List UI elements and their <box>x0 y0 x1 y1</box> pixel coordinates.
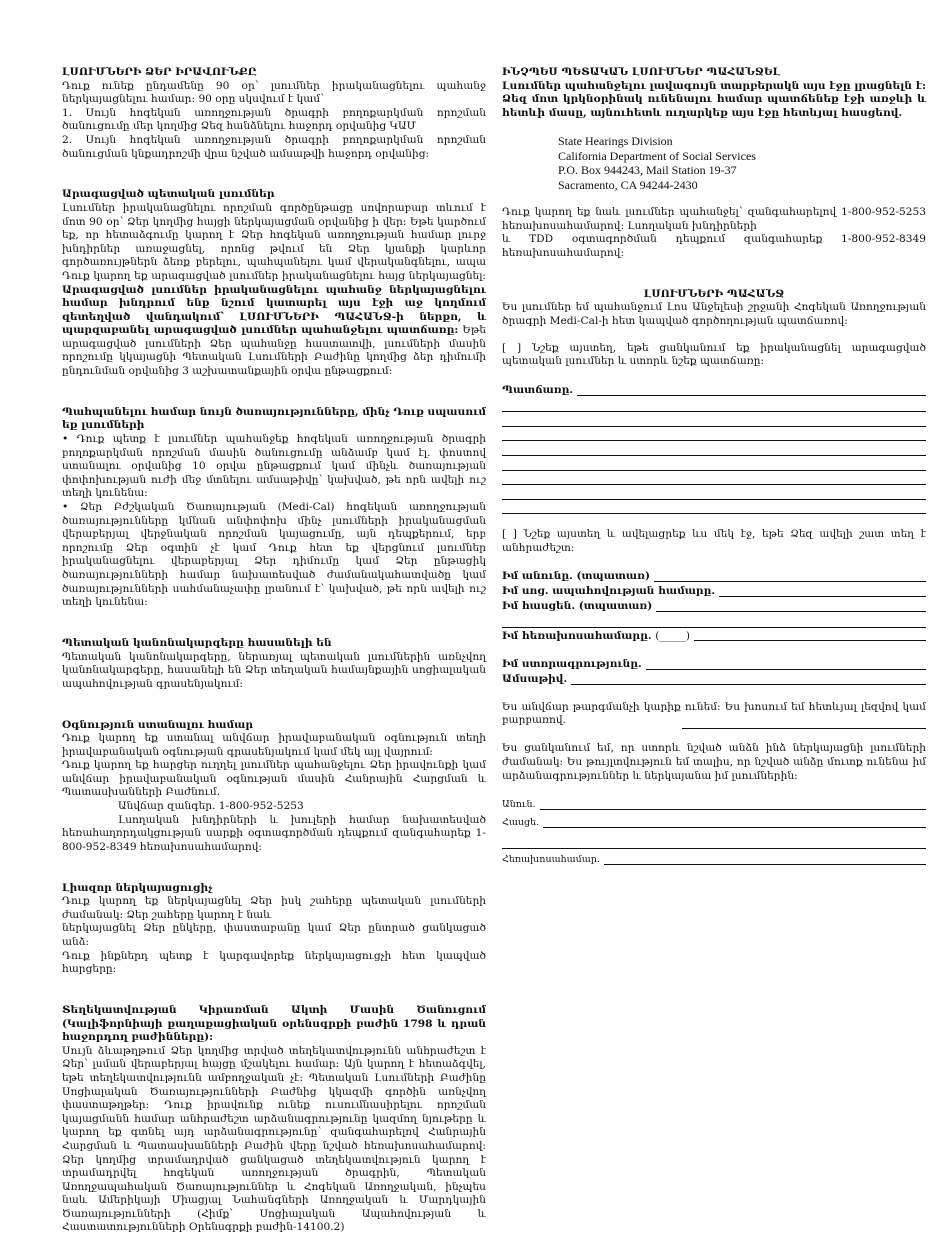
address-line: California Department of Social Services <box>558 148 756 163</box>
request-form-title: ԼՍՈՒՄՆԵՐԻ ՊԱՀԱՆՋ <box>643 287 785 300</box>
rep-address-label: Հասցե. <box>502 817 540 829</box>
ssn-label: Իմ սոց. ապահովության համարը. <box>502 585 716 598</box>
help-phone: Անվճար զանգեր. 1-800-952-5253 <box>118 800 304 813</box>
name-label: Իմ անունը. (տպատառ) <box>502 570 650 583</box>
reason-line[interactable] <box>502 428 926 441</box>
signature-label: Իմ ստորագրությունը. <box>502 658 642 671</box>
help-text-1: Դուք կարող եք ստանալ անվճար իրավաբանական օգնություն տեղի իրավաբանական օգնության գրասենյակում կամ մեկ այլ վայրում: <box>62 732 486 758</box>
expedite-checkbox[interactable]: [ ] Նշեք այստեղ, եթե ցանկանում եք իրականացնել արագացված պետական լսումներ և ստորև նշեք պատճառը: <box>502 341 926 368</box>
reason-line[interactable] <box>502 399 926 412</box>
rep-name-field[interactable] <box>502 798 926 812</box>
expedited-text-main: Լսումներ իրականացնելու որոշման գործընթացը սովորաբար տևում է մոտ 90 օր՝ Ձեր կողմից հայցի ներկայացման օրվանից ի վեր: Եթե կարծում եք, որ հետաձգումը կարող է Ձեր հոգեկան առողջության համար լուրջ խնդիրներ առաջացնել, որոնց թվում են Ձեր կյանքի կարևոր գործառույթներն ձեռք բերելու, պահպանելու կամ վերականգնելու, ապա Դուք կարող եք արագացված լսումներ իրականացնելու հայց ներկայացնել: <box>62 201 486 282</box>
date-field[interactable] <box>502 673 926 687</box>
reason-line[interactable] <box>502 472 926 485</box>
bullet-item-1: • Դուք պետք է լսումներ պահանջեք հոգեկան առողջության ծրագրի բողոքարկման որոշման մասին ծանուցումը անձամբ կամ էլ. փոստով ստանալու օրվանից 10 օրվա ընթացքում կամ մինչև ծառայության փոփոխության ուժի մեջ մտնելու ամսաթիվը՝ կախված, թե որն ավելի ուշ տեղի կունենա: <box>62 433 486 500</box>
auth-rep-text-3: Դուք ինքներդ պետք է կարգավորեք ներկայացուցչի հետ կապված հարցերը: <box>62 949 486 976</box>
how-to-request-title: ԻՆՉՊԵՍ ՊԵՏԱԿԱՆ ԼՍՈՒՄՆԵՐ ՊԱՀԱՆՋԵԼ <box>502 66 781 78</box>
rep-address-field[interactable] <box>502 816 926 830</box>
interpreter-text: Ես անվճար թարգմանչի կարիք ունեմ: Ես խոսում եմ հետևյալ լեզվով կամ բարբառով. <box>502 700 926 727</box>
rep-name-label: Անուն. <box>502 799 536 811</box>
reason-field[interactable] <box>502 384 926 398</box>
help-tdd: Լսողական խնդիրների և խուլերի համար նախատեսված հեռահաղորդակցության սարքի օգտագործման դեպքում զանգահարեք 1-800-952-8349 հեռախոսահամարով: <box>62 813 486 853</box>
rights-item-2: 2. Սույն հոգեկան առողջության ծրագրի բողոքարկման որոշման ծանուցման կնքադրոշմի վրա նշված ամսաթվի հաջորդ օրվանից: <box>62 133 486 160</box>
address-line: P.O. Box 944243, Mail Station 19-37 <box>558 163 737 178</box>
rep-name-line[interactable] <box>540 798 926 810</box>
representative-text: Ես ցանկանում եմ, որ ստորև նշված անձն ինձ ներկայացնի լսումների ժամանակ: Ես թույլտվություն եմ տալիս, որ նշված անձը մուտք ունենա իմ արձանագրություններ և ներկայանա իմ լսումներին: <box>502 742 926 782</box>
request-statement: Ես լսումներ եմ պահանջում Լոս Անջելեսի շրջանի Հոգեկան Առողջության ծրագրի Medi-Cal-ի հետ կապված գործողության պատճառով: <box>502 301 926 327</box>
state-regs-text: Պետական կանոնակարգերը, ներառյալ պետական լսումներին առնչվող կանոնակարգերը, հասանելի են Ձեր տեղական համայնքային սոցիալական ապահովության գրասենյակում: <box>62 650 486 690</box>
rep-address-line[interactable] <box>543 816 926 828</box>
reason-line[interactable] <box>502 458 926 471</box>
help-text-2: Դուք կարող եք հարցեր ուղղել լսումներ պահանջելու Ձեր իրավունքի կամ անվճար իրավաբանական օգնության մասին Հանրային Հարցման և Պատասխանների Բաժնում. <box>62 759 486 799</box>
mailing-address <box>502 134 926 192</box>
phone-label-text: Իմ հեռախոսահամարը. <box>502 629 652 642</box>
reason-line[interactable] <box>502 443 926 456</box>
phone-request-text-1: Դուք կարող եք նաև լսումներ պահանջել՝ զանգահարելով 1-800-952-5253 հեռախոսահամարով: Լսողական խնդիրների <box>502 205 926 232</box>
signature-line[interactable] <box>646 658 926 670</box>
rights-intro: Դուք ունեք ընդամենը 90 օր՝ լսումներ իրականացնելու պահանջ ներկայացնելու համար: 90 օրը սկսվում է կամ՝ <box>62 79 486 106</box>
date-label: Ամսաթիվ. <box>502 673 568 686</box>
phone-request-text-2: և TDD օգտագործման դեպքում զանգահարեք 1-800-952-8349 հեռախոսահամարով: <box>502 233 926 259</box>
interpreter-language-line[interactable] <box>682 716 926 729</box>
auth-rep-text-1: Դուք կարող եք ներկայացնել Ձեր իսկ շահերը պետական լսումների ժամանակ: Ձեր շահերը կարող է նաև <box>62 895 486 921</box>
expedited-tail: Եթե արագացված լսումների Ձեր պահանջը հաստատվի, լսումների մասին որոշումը կկայացնի Պետական Լսումների Բաժինը կողմից ձեր դիմումի ընդունման օրվանից 3 աշխատանքային օրվա ընթացքում: <box>62 324 486 378</box>
reason-label: Պատճառը. <box>502 384 574 397</box>
how-to-request-instructions: Լսումներ պահանջելու լավագույն տարբերակն այս էջը լրացնելն է: Ձեզ մոտ կրկնօրինակ ունենալու համար պատճենեք էջի առջևի և հետևի մասը, այնուհետև ուղարկեք այս էջը հետևյալ հասցեով. <box>502 79 926 119</box>
phone-line[interactable] <box>694 629 926 641</box>
reason-line[interactable] <box>577 384 926 396</box>
address-field[interactable] <box>502 600 926 614</box>
reason-line[interactable] <box>502 501 926 514</box>
privacy-title: Տեղեկատվության Կիրառման Ակտի Մասին Ծանուցում (Կալիֆորնիայի քաղաքացիական օրենսգրքի բաժին 1798 և դրան հաջորդող բաժինները): <box>62 1003 486 1044</box>
expedited-title: Արագացված պետական լսումներ <box>62 188 275 201</box>
bullet-item-2: • Ձեր Բժշկական Ծառայության (Medi-Cal) հոգեկան առողջության ծառայությունները կմնան անփոփոխ մինչ լսումների իրականացման վերաբերյալ վերջնական որոշման կայացումը, այն դեպքերում, երբ որոշումը Ձեր օգտին չէ կամ Դուք հետ եք վերցնում լսումներ իրականացնելու վերաբերյալ Ձեր դիմումը կամ Ձեր ընթացիկ ծառայությունների համար նախատեսված ժամանակահատվածը կամ ծառայությունների սահմանաչափը լրանում է՝ կախված, թե որն ավելի ուշ տեղի կունենա: <box>62 501 486 609</box>
privacy-text: Սույն ձևաթղթում Ձեր կողմից տրված տեղեկատվությունն անհրաժեշտ է Ձեր՝ լսման վերաբերյալ հայցը մշակելու համար: Այն կարող է հետաձգվել, եթե տեղեկատվությունն ամբողջական չէ: Պետական Լսումների Բաժինը Սոցիալական Ծառայությունների Բաժնից կկազմի գործին առնչվող փաստաթղթեր: Դուք իրավունք ունեք ուսումնասիրելու որոշման կայացմանն համար անհրաժեշտ արձանագրությունը կազմող նյութերը և կարող եք գտնել այդ արձանագրությունը՝ զանգահարելով Հանրային Հարցման և Պատասխանների Բաժին վերը նշված հեռախոսահամարով: Ձեր կողմից տրամադրված ցանկացած տեղեկատվություն կարող է տրամադրվել հոգեկան առողջության ծրագրին, Պետական Առողջապահական Ծառայություններ և Հոգեկան Առողջական, ինչպես նաև Ամերիկայի Միացյալ Նահանգների Առողջական և Մարդկային Ծառայությունների (Հիմք՝ Սոցիալական Ապահովության և Հաստատությունների Օրենսգրքի բաժին-14100.2) <box>62 1044 486 1234</box>
ssn-field[interactable] <box>502 585 926 599</box>
reason-line[interactable] <box>502 487 926 500</box>
signature-field[interactable] <box>502 658 926 672</box>
address-line-input[interactable] <box>656 600 926 612</box>
name-line[interactable] <box>654 570 926 582</box>
state-regs-title: Պետական կանոնակարգերը հասանելի են <box>62 636 332 649</box>
rep-phone-label: Հեռախոսահամար. <box>502 854 600 866</box>
expedited-bold-instruction: Արագացված լսումներ իրականացնելու պահանջ ներկայացնելու համար խնդրում ենք նշում կատարել այս էջի աջ կողմում զետեղված վանդակում՝ ԼՍՈՒՄՆԵՐԻ ՊԱՀԱՆՋ-ի ներքո, և պարզաբանել արագացված լսումներ պահանջելու պատճառը: <box>62 283 486 337</box>
rep-phone-line[interactable] <box>604 853 926 865</box>
auth-rep-text-2: ներկայացնել Ձեր ընկերը, փաստաբանը կամ Ձեր ընտրած ցանկացած անձ: <box>62 922 486 948</box>
same-services-title: Պահպանելու համար նույն ծառայությունները, մինչ Դուք սպասում եք լսումների <box>62 405 486 432</box>
expedited-text <box>62 202 486 379</box>
address-line-input[interactable] <box>502 615 926 628</box>
right-column <box>502 66 926 867</box>
more-pages-checkbox[interactable]: [ ] Նշեք այստեղ և ավելացրեք ևս մեկ էջ, եթե Ձեզ ավելի շատ տեղ է անհրաժեշտ: <box>502 528 926 554</box>
auth-rep-title: Լիազոր ներկայացուցիչ <box>62 881 213 894</box>
reason-line[interactable] <box>502 414 926 427</box>
rights-item-1: 1. Սույն հոգեկան առողջության ծրագրի բողոքարկման որոշման ծանուցումը մեր կողմից Ձեզ հանձնելու հաջորդ օրվանից ԿԱՄ <box>62 106 486 133</box>
rep-address-line[interactable] <box>502 836 926 849</box>
address-label: Իմ հասցեն. (տպատառ) <box>502 600 653 613</box>
date-line[interactable] <box>571 673 926 685</box>
left-column <box>62 66 486 1235</box>
phone-label <box>502 630 694 644</box>
ssn-line[interactable] <box>719 585 926 597</box>
address-line: Sacramento, CA 94244-2430 <box>558 177 698 192</box>
phone-area-code: (_____) <box>655 629 691 642</box>
name-field[interactable] <box>502 570 926 584</box>
address-line: State Hearings Division <box>558 133 673 148</box>
rights-title: ԼՍՈՒՄՆԵՐԻ ՁԵՐ ԻՐԱՎՈՒՆՔԸ <box>62 66 257 78</box>
help-title: Օգնություն ստանալու համար <box>62 718 253 731</box>
rep-phone-field[interactable] <box>502 853 926 867</box>
phone-field[interactable] <box>502 629 926 643</box>
